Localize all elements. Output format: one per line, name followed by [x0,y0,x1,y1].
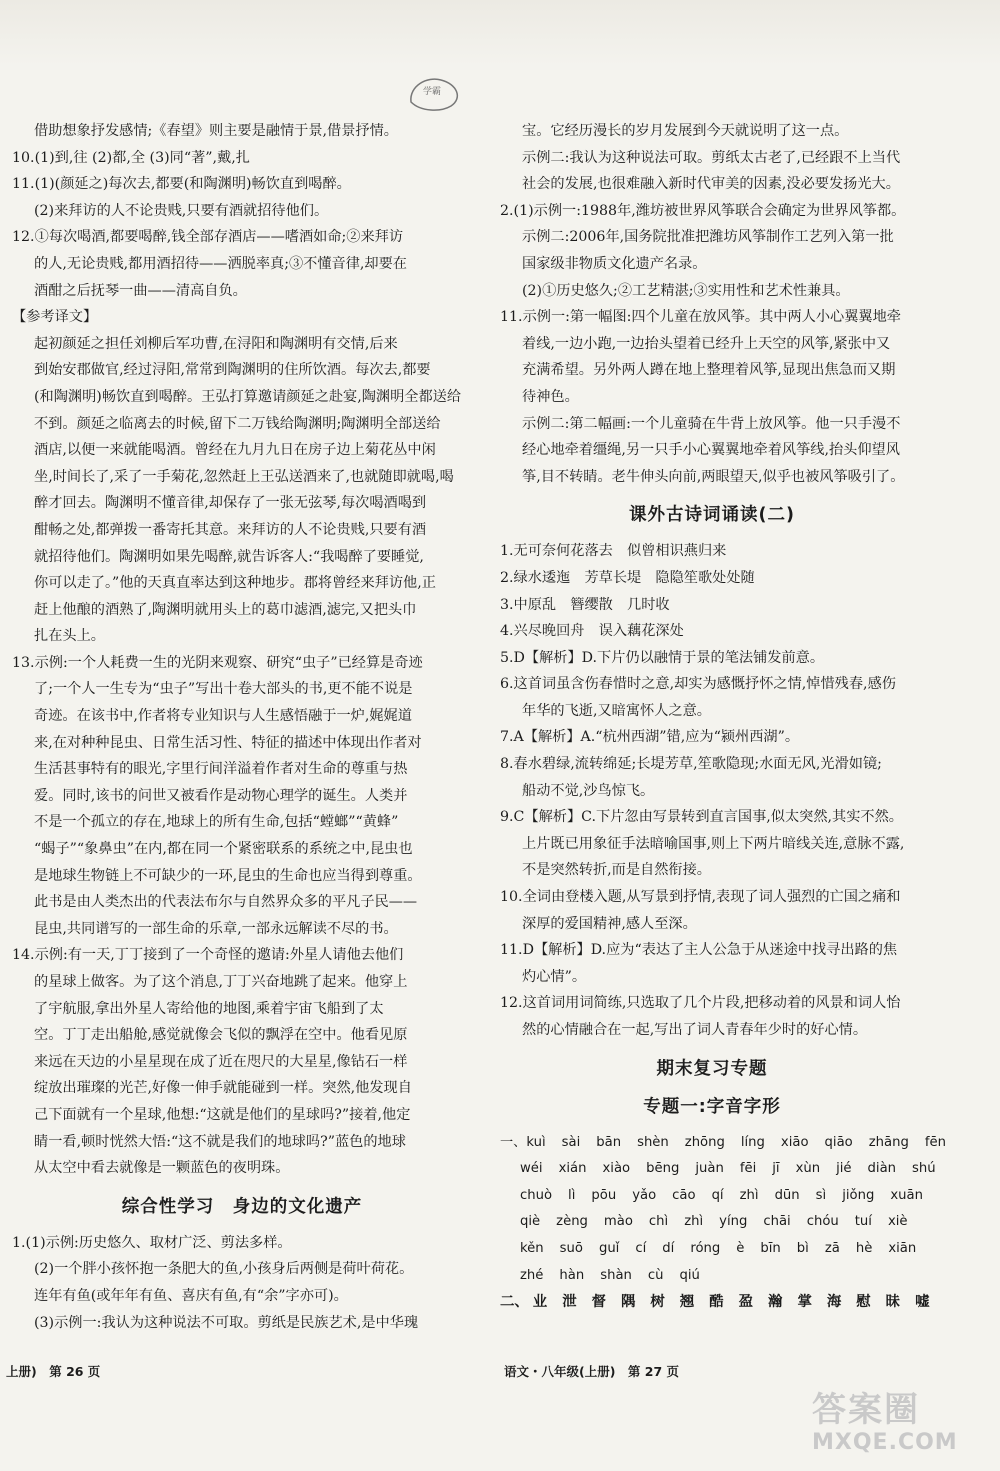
pinyin-item: cāo [672,1187,696,1203]
left-column [12,118,472,1336]
pinyin-item: xiāo [780,1134,809,1150]
section-title-final-review: 期末复习专题 [656,1058,768,1079]
pinyin-item: pōu [591,1187,617,1203]
answer-line: 13.示例:一个人耗费一生的光阴来观察、研究“虫子”已经算是奇迹 [12,654,423,671]
pinyin-item: qiāo [824,1134,853,1150]
answer-line: 宝。它经历漫长的岁月发展到今天就说明了这一点。 [522,123,849,139]
answer-line: 深厚的爱国精神,感人至深。 [522,915,697,932]
pinyin-item: hàn [559,1267,585,1283]
pinyin-row [500,1156,936,1183]
pinyin-item: róng [690,1240,721,1256]
right-column [500,118,946,1316]
watermark-line2: MXQE.COM [812,1430,958,1455]
answer-line: 借助想象抒发感情;《春望》则主要是融情于景,借景抒情。 [34,123,398,139]
publisher-logo-icon [405,72,465,116]
pinyin-item: zā [824,1240,840,1256]
answer-line: 奇迹。在该书中,作者将专业知识与人生感悟融于一炉,娓娓道 [34,708,412,725]
pinyin-item: zhì [684,1214,704,1230]
answer-line: 船动不觉,沙鸟惊飞。 [522,782,655,799]
pinyin-item: sài [561,1134,581,1150]
answer-line: (和陶渊明)畅饮直到喝醉。王弘打算邀请颜延之赴宴,陶渊明全都送给 [34,388,462,405]
character-item: 掌 [797,1293,812,1311]
character-item: 酷 [709,1293,724,1311]
pinyin-item: dūn [774,1187,800,1203]
answer-line: 国家级非物质文化遗产名录。 [522,255,707,272]
answer-line: 12.这首词用词简练,只选取了几个片段,把移动着的风景和词人怡 [500,995,901,1012]
answer-line: 酒酣之后抚琴一曲——清高自负。 [34,282,247,299]
character-item: 盈 [738,1293,754,1311]
pinyin-item: diàn [867,1161,897,1177]
answer-line: 坐,时间长了,采了一手菊花,忽然赶上王弘送酒来了,也就随即就喝,喝 [34,468,454,485]
answer-line: 空。丁丁走出船舱,感觉就像会飞似的飘浮在空中。他看见原 [34,1027,408,1044]
answer-line: 11.D【解析】D.应为“表达了主人公急于从迷途中找寻出路的焦 [500,942,898,959]
character-item: 海 [826,1293,842,1311]
section-title-cultural-heritage: 综合性学习 身边的文化遗产 [121,1196,363,1217]
answer-line: (2)①历史悠久;②工艺精湛;③实用性和艺术性兼具。 [522,282,850,299]
answer-line: 9.C【解析】C.下片忽由写景转到直言国事,似太突然,其实不然。 [500,809,903,826]
pinyin-item: qiè [520,1214,541,1230]
answer-line: 11.(1)(颜延之)每次去,都要(和陶渊明)畅饮直到喝醉。 [12,176,351,193]
pinyin-row [500,1236,924,1263]
pinyin-item: shèn [637,1134,669,1150]
answer-line: 爱。同时,该书的问世又被看作是动物心理学的诞生。人类并 [34,787,408,804]
answer-line: 2.(1)示例一:1988年,潍坊被世界风筝联合会确定为世界风筝都。 [500,202,906,219]
pinyin-item: xiān [888,1240,917,1256]
answer-line: 了宇航服,拿出外星人寄给他的地图,乘着宇宙飞船到了太 [34,1000,384,1017]
answer-line: 着线,一边小跑,一边抬头望着已经升上天空的风筝,紧张中又 [522,335,891,352]
answer-line: 1.无可奈何花落去 似曾相识燕归来 [500,543,727,560]
chars-label: 二、 [500,1293,529,1311]
logo-text: 学霸 [423,87,442,97]
answer-line: 来,在对种种昆虫、日常生活习性、特征的描述中体现出作者对 [34,734,422,751]
character-item: 昧 [885,1293,901,1311]
answer-line: 示例二:2006年,国务院批准把潍坊风筝制作工艺列入第一批 [522,229,894,246]
answer-line: 绽放出璀璨的光芒,好像一伸手就能碰到一样。突然,他发现自 [34,1080,412,1097]
pinyin-item: chāi [763,1214,791,1230]
pinyin-item: zhāng [868,1134,909,1150]
pinyin-item: bēng [646,1161,680,1177]
correct-characters-row [500,1289,930,1316]
answer-line: 来远在天边的小星星现在成了近在咫尺的大星星,像钻石一样 [34,1053,408,1070]
pinyin-item: qiú [679,1267,700,1283]
pinyin-item: lì [568,1187,576,1203]
answer-line: 昆虫,共同谱写的一部生命的乐章,一部永远解读不尽的书。 [34,920,398,937]
pinyin-item: tuí [854,1214,872,1230]
answer-line: 酒店,以便一来就能喝酒。曾经在九月九日在房子边上菊花丛中闲 [34,442,436,459]
answer-line: 10.(1)到,往 (2)都,全 (3)同“著”,戴,扎 [12,149,250,166]
watermark-logo [812,1390,982,1462]
pinyin-item: xián [558,1161,587,1177]
pinyin-item: fēn [924,1134,946,1150]
answer-line: (2)一个胖小孩怀抱一条肥大的鱼,小孩身后两侧是荷叶荷花。 [34,1261,414,1278]
pinyin-item: xùn [795,1161,821,1177]
pinyin-row [500,1263,924,1290]
answer-line: 从太空中看去就像是一颗蓝色的夜明珠。 [34,1160,290,1177]
answer-line: 5.D【解析】D.下片仍以融情于景的笔法铺发前意。 [500,649,825,666]
pinyin-item: mào [603,1214,633,1230]
character-item: 翘 [679,1293,695,1311]
pinyin-item: 一、kuì [500,1134,546,1150]
answer-line: 上片既已用象征手法暗喻国事,则上下两片暗线关连,意脉不露, [522,835,905,852]
scan-top-shade [0,0,1000,66]
answer-line: 充满希望。另外两人蹲在地上整理着风筝,显现出焦急而又期 [522,362,896,379]
pinyin-item: xuān [890,1187,923,1203]
pinyin-row [500,1183,924,1210]
answer-line: 8.春水碧绿,流转绵延;长堤芳草,笙歌隐现;水面无风,光滑如镜; [500,756,882,773]
pinyin-row [500,1209,924,1236]
answer-line: 赶上他酿的酒熟了,陶渊明就用头上的葛巾滤酒,滤完,又把头巾 [34,601,417,618]
pinyin-item: jiǒng [842,1187,875,1203]
character-item: 业 [532,1293,548,1311]
pinyin-item: bīn [760,1240,781,1256]
answer-line: 6.这首词虽含伤春惜时之意,却实为感慨抒怀之情,悼惜残春,感伤 [500,676,896,693]
section-title-pronunciation: 专题一:字音字形 [643,1096,781,1117]
section-title-ancient-poems: 课外古诗词诵读(二) [629,505,795,526]
answer-line: 社会的发展,也很难融入新时代审美的因素,没必要发扬光大。 [522,176,900,193]
pinyin-item: líng [740,1134,765,1150]
answer-line: 了;一个人一生专为“虫子”写出十卷大部头的书,更不能不说是 [34,681,413,698]
answer-line: 示例二:第二幅画:一个儿童骑在牛背上放风筝。他一只手漫不 [522,415,901,432]
pinyin-item: cù [647,1267,664,1283]
answer-line: 醉才回去。陶渊明不懂音律,却保存了一张无弦琴,每次喝酒喝到 [34,495,427,512]
pinyin-item: shàn [600,1267,632,1283]
pinyin-item: zèng [556,1214,588,1230]
pinyin-item: cí [635,1240,647,1256]
pinyin-item: zhì [739,1187,759,1203]
answer-line: 到始安郡做官,经过浔阳,常常到陶渊明的住所饮酒。每次去,都要 [34,362,431,379]
character-item: 慰 [856,1293,871,1311]
answer-line: 己下面就有一个星球,他想:“这就是他们的星球吗?”接着,他定 [34,1106,411,1123]
pinyin-item: guǐ [598,1240,620,1256]
answer-line: 连年有鱼(或年年有鱼、喜庆有鱼,有“余”字亦可)。 [34,1287,348,1304]
pinyin-item: zhōng [684,1134,725,1150]
pinyin-item: kěn [520,1240,544,1256]
pinyin-item: yǎo [632,1187,657,1203]
character-item: 泄 [562,1293,577,1311]
footer-page-left: 上册) 第 26 页 [6,1364,101,1379]
answer-line: 2.绿水逶迤 芳草长堤 隐隐笙歌处处随 [500,569,755,586]
pinyin-item: jī [772,1161,780,1177]
watermark-line1: 答案圈 [812,1390,920,1430]
answer-line: 待神色。 [522,388,579,405]
character-item: 督 [591,1293,607,1311]
footer-page-right: 语文・八年级(上册) 第 27 页 [504,1364,680,1379]
pinyin-item: fēi [739,1161,757,1177]
pinyin-item: qí [711,1187,724,1203]
pinyin-item: chuò [520,1187,553,1203]
answer-line: 此书是由人类杰出的代表法布尔与自然界众多的平凡子民—— [34,894,418,911]
pinyin-item: bān [596,1134,622,1150]
answer-line: 然的心情融合在一起,写出了词人青春年少时的好心情。 [522,1022,868,1038]
character-item: 树 [650,1293,665,1311]
answer-line: “蝎子”“象鼻虫”在内,都在同一个紧密联系的系统之中,昆虫也 [34,841,413,858]
answer-line: 起初颜延之担任刘柳后军功曹,在浔阳和陶渊明有交情,后来 [34,335,398,352]
answer-line: 【参考译文】 [12,309,98,326]
pinyin-item: chì [648,1214,669,1230]
answer-line: 示例二:我认为这种说法可取。剪纸太古老了,已经跟不上当代 [522,149,901,166]
pinyin-item: jié [836,1161,852,1177]
answer-line: (2)来拜访的人不论贵贱,只要有酒就招待他们。 [34,202,329,219]
answer-line: 筝,目不转睛。老牛伸头向前,两眼望天,似乎也被风筝吸引了。 [522,468,905,485]
answer-line: 睛一看,顿时恍然大悟:“这不就是我们的地球吗?”蓝色的地球 [34,1133,406,1150]
pinyin-item: xiè [887,1214,908,1230]
answer-line: 经心地牵着缰绳,另一只手小心翼翼地牵着风筝线,抬头仰望风 [522,442,900,459]
pinyin-item: yíng [719,1214,748,1230]
pinyin-row [500,1130,946,1157]
pinyin-item: xiào [602,1161,631,1177]
answer-line: 年华的飞逝,又暗寓怀人之意。 [522,702,711,719]
character-item: 嘘 [915,1293,930,1311]
pinyin-item: zhé [520,1267,544,1283]
answer-line: 生活甚事特有的眼光,字里行间洋溢着作者对生命的尊重与热 [34,761,408,778]
answer-line: 扎在头上。 [34,628,105,645]
answer-line: 就招待他们。陶渊明如果先喝醉,就告诉客人:“我喝醉了要睡觉, [34,548,424,565]
answer-line: 10.全词由登楼入题,从写景到抒情,表现了词人强烈的亡国之痛和 [500,889,901,906]
pinyin-item: suō [559,1240,583,1256]
pinyin-item: shú [912,1161,936,1177]
answer-line: 3.中原乱 簪缨散 几时收 [500,596,670,613]
answer-line: 的星球上做客。为了这个消息,丁丁兴奋地跳了起来。他穿上 [34,974,408,990]
pinyin-item: dí [662,1240,675,1256]
answer-line: (3)示例一:我认为这种说法不可取。剪纸是民族艺术,是中华瑰 [34,1314,419,1331]
answer-line: 是地球生物链上不可缺少的一环,昆虫的生命也应当得到尊重。 [34,867,422,884]
pinyin-item: chóu [806,1214,839,1230]
answer-line: 14.示例:有一天,丁丁接到了一个奇怪的邀请:外星人请他去他们 [12,947,404,964]
answer-line: 你可以走了。”他的天真直率达到这种地步。郡将曾经来拜访他,正 [34,575,436,592]
answer-line: 灼心情”。 [522,968,587,985]
pinyin-item: wéi [520,1161,543,1177]
answer-line: 的人,无论贵贱,都用酒招待——洒脱率真;③不懂音律,却要在 [34,255,407,272]
answer-line: 1.(1)示例:历史悠久、取材广泛、剪法多样。 [12,1234,292,1251]
character-item: 瀚 [768,1293,783,1311]
pinyin-item: è [736,1240,745,1256]
pinyin-item: bì [796,1240,809,1256]
answer-line: 不是一个孤立的存在,地球上的所有生命,包括“螳螂”“黄蜂” [34,814,399,831]
answer-line: 不到。颜延之临离去的时候,留下二万钱给陶渊明;陶渊明全部送给 [34,415,441,432]
pinyin-item: sì [815,1187,827,1203]
pinyin-item: juàn [695,1161,724,1177]
answer-line: 7.A【解析】A.“杭州西湖”错,应为“颍州西湖”。 [500,729,800,746]
character-item: 隅 [621,1293,636,1311]
answer-line: 12.①每次喝酒,都要喝醉,钱全部存酒店——嗜酒如命;②来拜访 [12,229,404,246]
pinyin-item: hè [855,1240,873,1256]
answer-line: 4.兴尽晚回舟 误入藕花深处 [500,623,684,640]
answer-line: 不是突然转折,而是自然衔接。 [522,862,711,879]
answer-line: 酣畅之处,都弹拨一番寄托其意。来拜访的人不论贵贱,只要有酒 [34,521,427,538]
answer-line: 11.示例一:第一幅图:四个儿童在放风筝。其中两人小心翼翼地牵 [500,309,901,326]
